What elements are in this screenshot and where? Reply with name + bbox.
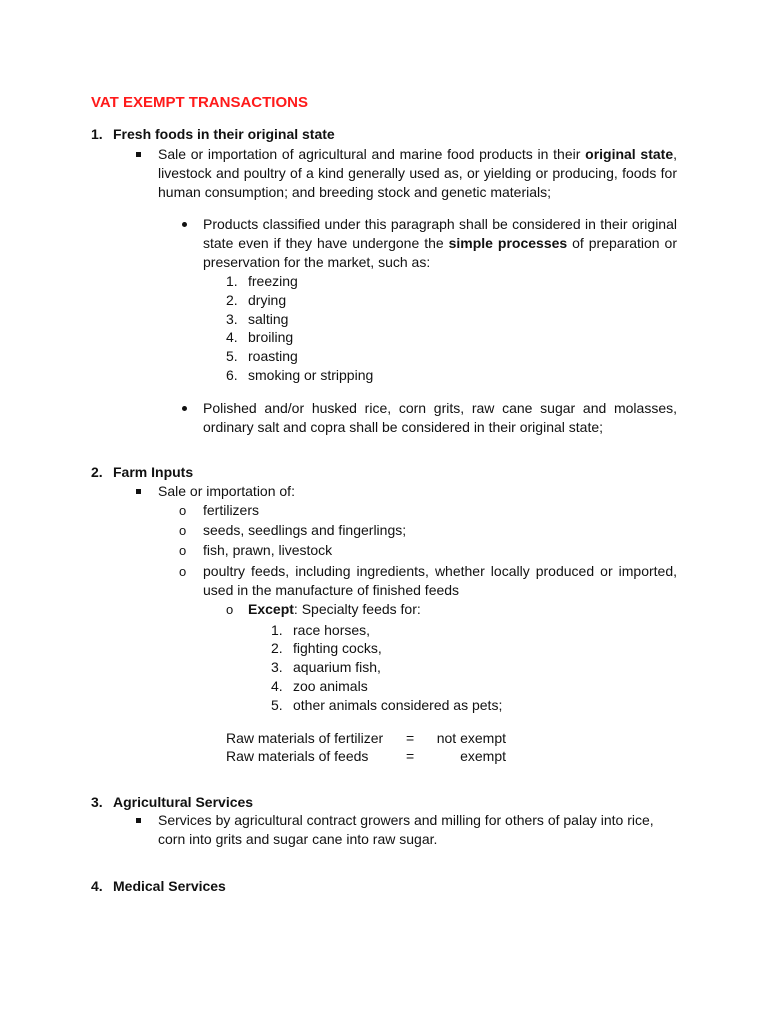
- except-line: o Except: Specialty feeds for:: [226, 601, 421, 617]
- list-item: 5. roasting: [226, 348, 298, 364]
- s1-sub-bullet-1: Products classified under this paragraph shall be considered in their original state even if they have undergone the simple processes of preparation or preservation for the market, such as:: [203, 215, 677, 272]
- list-item: 5. other animals considered as pets;: [271, 697, 503, 713]
- square-bullet-icon: [136, 152, 141, 157]
- section-heading-1: 1. Fresh foods in their original state: [91, 126, 335, 142]
- list-item: 4. broiling: [226, 329, 294, 345]
- list-item: 2. drying: [226, 292, 287, 308]
- list-item: 2. fighting cocks,: [271, 640, 382, 656]
- list-item: 6. smoking or stripping: [226, 367, 374, 383]
- s1-sub-bullet-2: Polished and/or husked rice, corn grits, raw cane sugar and molasses, ordinary salt and copra shall be considered in their original state;: [203, 399, 677, 437]
- raw-materials-row: Raw materials of feeds = exempt: [226, 748, 506, 764]
- round-bullet-icon: [182, 222, 187, 227]
- s3-bullet: Services by agricultural contract growers and milling for others of palay into rice, corn into grits and sugar cane into raw sugar.: [158, 811, 680, 849]
- s2-bullet: Sale or importation of:: [158, 482, 677, 501]
- circle-bullet-icon: o: [179, 543, 187, 558]
- list-item: 3. aquarium fish,: [271, 659, 381, 675]
- section-heading-2: 2. Farm Inputs: [91, 464, 194, 480]
- square-bullet-icon: [136, 818, 141, 823]
- list-item: 1. race horses,: [271, 622, 371, 638]
- list-item: 1. freezing: [226, 273, 298, 289]
- document-title: VAT EXEMPT TRANSACTIONS: [91, 94, 308, 111]
- list-item: o fertilizers: [179, 502, 260, 518]
- list-item: o seeds, seedlings and fingerlings;: [179, 522, 407, 538]
- section-heading-4: 4. Medical Services: [91, 878, 226, 894]
- square-bullet-icon: [136, 489, 141, 494]
- circle-bullet-icon: o: [179, 503, 187, 518]
- list-item: o poultry feeds, including ingredients, whether locally produced or imported, used in the manufacture of finished feeds: [179, 563, 677, 598]
- raw-materials-row: Raw materials of fertilizer = not exempt: [226, 730, 506, 746]
- list-item: 3. salting: [226, 311, 289, 327]
- list-item: o fish, prawn, livestock: [179, 542, 333, 558]
- s1-bullet: Sale or importation of agricultural and marine food products in their original state, livestock and poultry of a kind generally used as, or yielding or producing, foods for human consumption; and breeding stock and genetic materials;: [158, 145, 677, 202]
- list-item: 4. zoo animals: [271, 678, 368, 694]
- circle-bullet-icon: o: [179, 523, 187, 538]
- circle-bullet-icon: o: [226, 602, 234, 617]
- section-heading-3: 3. Agricultural Services: [91, 794, 254, 810]
- round-bullet-icon: [182, 406, 187, 411]
- circle-bullet-icon: o: [179, 564, 187, 579]
